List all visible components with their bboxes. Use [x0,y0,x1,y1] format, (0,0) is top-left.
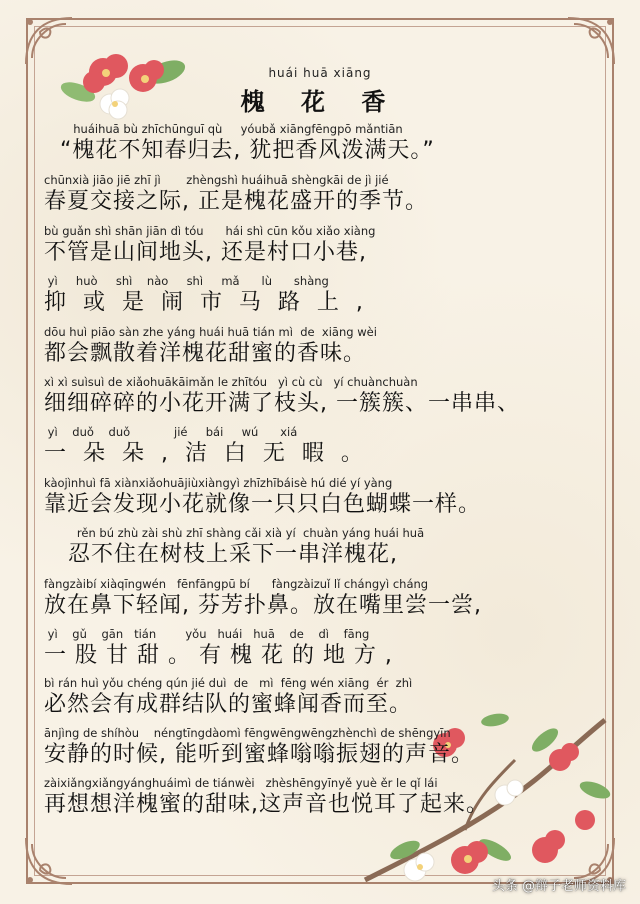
text-line [44,726,600,770]
line-pinyin: xì xì suìsuì de xiǎohuākāimǎn le zhītóu yì cù cù yí chuànchuàn [44,375,418,389]
line-pinyin: yì duǒ duǒ jié bái wú xiá [44,425,298,439]
line-pinyin: ānjìng de shíhòu néngtīngdàomì fēngwēngwēngzhènchì de shēngyīn [44,726,451,740]
line-text: 不管是山间地头, 还是村口小巷, [44,240,367,265]
corner-ornament-icon [564,14,618,68]
line-pinyin: huáihuā bù zhīchūnguī qù yóubǎ xiāngfēngpō mǎntiān [44,122,403,136]
line-pinyin: fàngzàibí xiàqīngwén fēnfāngpū bí fàngzàizuǐ lǐ chángyì cháng [44,577,429,591]
text-line [44,274,600,318]
line-text: 都会飘散着洋槐花甜蜜的香味。 [44,341,367,366]
text-line [44,425,600,469]
title-pinyin: huái huā xiāng [268,66,372,80]
line-pinyin: yì gǔ gān tián yǒu huái huā de dì fāng [44,627,370,641]
line-pinyin: rěn bú zhù zài shù zhī shàng cǎi xià yí chuàn yáng huái huā [44,526,425,540]
text-line [44,375,600,419]
text-line [44,224,600,268]
line-text: 忍不住在树枝上采下一串洋槐花, [44,542,398,567]
text-line [44,325,600,369]
corner-ornament-icon [22,834,76,888]
line-text: 放在鼻下轻闻, 芬芳扑鼻。放在嘴里尝一尝, [44,593,482,618]
line-pinyin: bì rán huì yǒu chéng qún jié duì de mì fēng wén xiāng ér zhì [44,676,413,690]
line-pinyin: zàixiǎngxiǎngyánghuáimì de tiánwèi zhèshēngyīnyě yuè ěr le qǐ lái [44,776,438,790]
text-line [44,476,600,520]
line-text: 春夏交接之际, 正是槐花盛开的季节。 [44,189,428,214]
page-title: 槐 花 香 [240,88,400,116]
text-line [44,627,600,671]
line-text: 细细碎碎的小花开满了枝头, 一簇簇、一串串、 [44,391,520,416]
text-line [44,577,600,621]
text-line [44,676,600,720]
line-pinyin: bù guǎn shì shān jiān dì tóu hái shì cūn kǒu xiǎo xiàng [44,224,376,238]
text-line [44,122,600,166]
line-pinyin: yì huò shì nào shì mǎ lù shàng [44,274,329,288]
line-text: 抑 或 是 闹 市 马 路 上 , [44,290,364,315]
line-text: 再想想洋槐蜜的甜味,这声音也悦耳了起来。 [44,792,489,817]
line-text: 一 股 甘 甜 。 有 槐 花 的 地 方 , [44,643,393,668]
line-text: “槐花不知春归去, 犹把香风泼满天。” [44,138,435,163]
text-line [44,526,600,570]
line-pinyin: dōu huì piāo sàn zhe yáng huái huā tián mì de xiāng wèi [44,325,377,339]
line-text: 靠近会发现小花就像一只只白色蝴蝶一样。 [44,492,482,517]
line-text: 安静的时候, 能听到蜜蜂嗡嗡振翅的声音。 [44,742,474,767]
line-text: 必然会有成群结队的蜜蜂闻香而至。 [44,692,413,717]
line-pinyin: kàojìnhuì fā xiànxiǎohuājiùxiàngyì zhīzhībáisè hú dié yí yàng [44,476,393,490]
watermark: 头条 @辩子老师资料库 [491,879,626,894]
line-pinyin: chūnxià jiāo jiē zhī jì zhèngshì huáihuā shèngkāi de jì jié [44,173,389,187]
line-text: 一 朵 朵 , 洁 白 无 暇 。 [44,441,364,466]
text-line [44,173,600,217]
text-line [44,776,600,820]
